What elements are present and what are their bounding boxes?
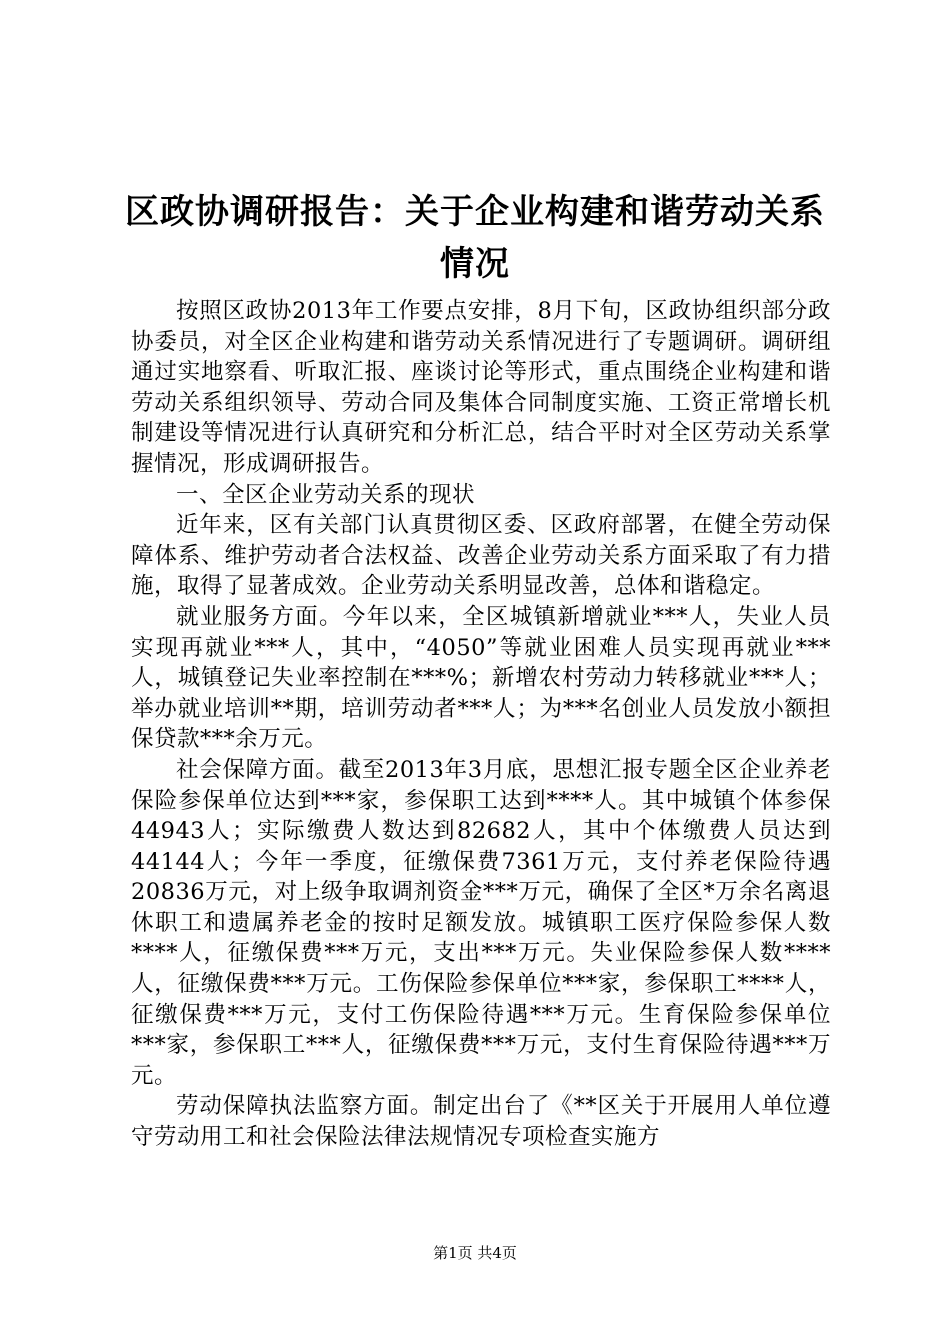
section-heading: 一、全区企业劳动关系的现状 xyxy=(176,481,476,508)
document-body xyxy=(131,296,831,1153)
paragraph-labor-inspection: 劳动保障执法监察方面。制定出台了《**区关于开展用人单位遵守劳动用工和社会保险法律法规情况专项检查实施方 xyxy=(131,1093,831,1151)
paragraph-overview: 近年来，区有关部门认真贯彻区委、区政府部署，在健全劳动保障体系、维护劳动者合法权益、改善企业劳动关系方面采取了有力措施，取得了显著成效。企业劳动关系明显改善，总体和谐稳定。 xyxy=(131,512,831,600)
page-footer: 第1页 共4页 xyxy=(433,1244,517,1262)
paragraph-social-security: 社会保障方面。截至2013年3月底，思想汇报专题全区企业养老保险参保单位达到***家，参保职工达到****人。其中城镇个体参保44943人；实际缴费人数达到82682人，其中个体缴费人员达到44144人；今年一季度，征缴保费7361万元，支付养老保险待遇20836万元，对上级争取调剂资金***万元，确保了全区*万余名离退休职工和遗属养老金的按时足额发放。城镇职工医疗保险参保人数****人，征缴保费***万元，支出***万元。失业保险参保人数****人，征缴保费***万元。工伤保险参保单位***家，参保职工****人，征缴保费***万元，支付工伤保险待遇***万元。生育保险参保单位***家，参保职工***人，征缴保费***万元，支付生育保险待遇***万元。 xyxy=(131,756,831,1089)
paragraph-employment: 就业服务方面。今年以来，全区城镇新增就业***人，失业人员实现再就业***人，其中，“4050”等就业困难人员实现再就业***人，城镇登记失业率控制在***%；新增农村劳动力转移就业***人；举办就业培训**期，培训劳动者***人；为***名创业人员发放小额担保贷款***余万元。 xyxy=(131,603,831,753)
paragraph-intro: 按照区政协2013年工作要点安排，8月下旬，区政协组织部分政协委员，对全区企业构建和谐劳动关系情况进行了专题调研。调研组通过实地察看、听取汇报、座谈讨论等形式，重点围绕企业构建和谐劳动关系组织领导、劳动合同及集体合同制度实施、工资正常增长机制建设等情况进行认真研究和分析汇总，结合平时对全区劳动关系掌握情况，形成调研报告。 xyxy=(131,298,831,477)
document-title: 区政协调研报告：关于企业构建和谐劳动关系情况 xyxy=(125,192,825,284)
